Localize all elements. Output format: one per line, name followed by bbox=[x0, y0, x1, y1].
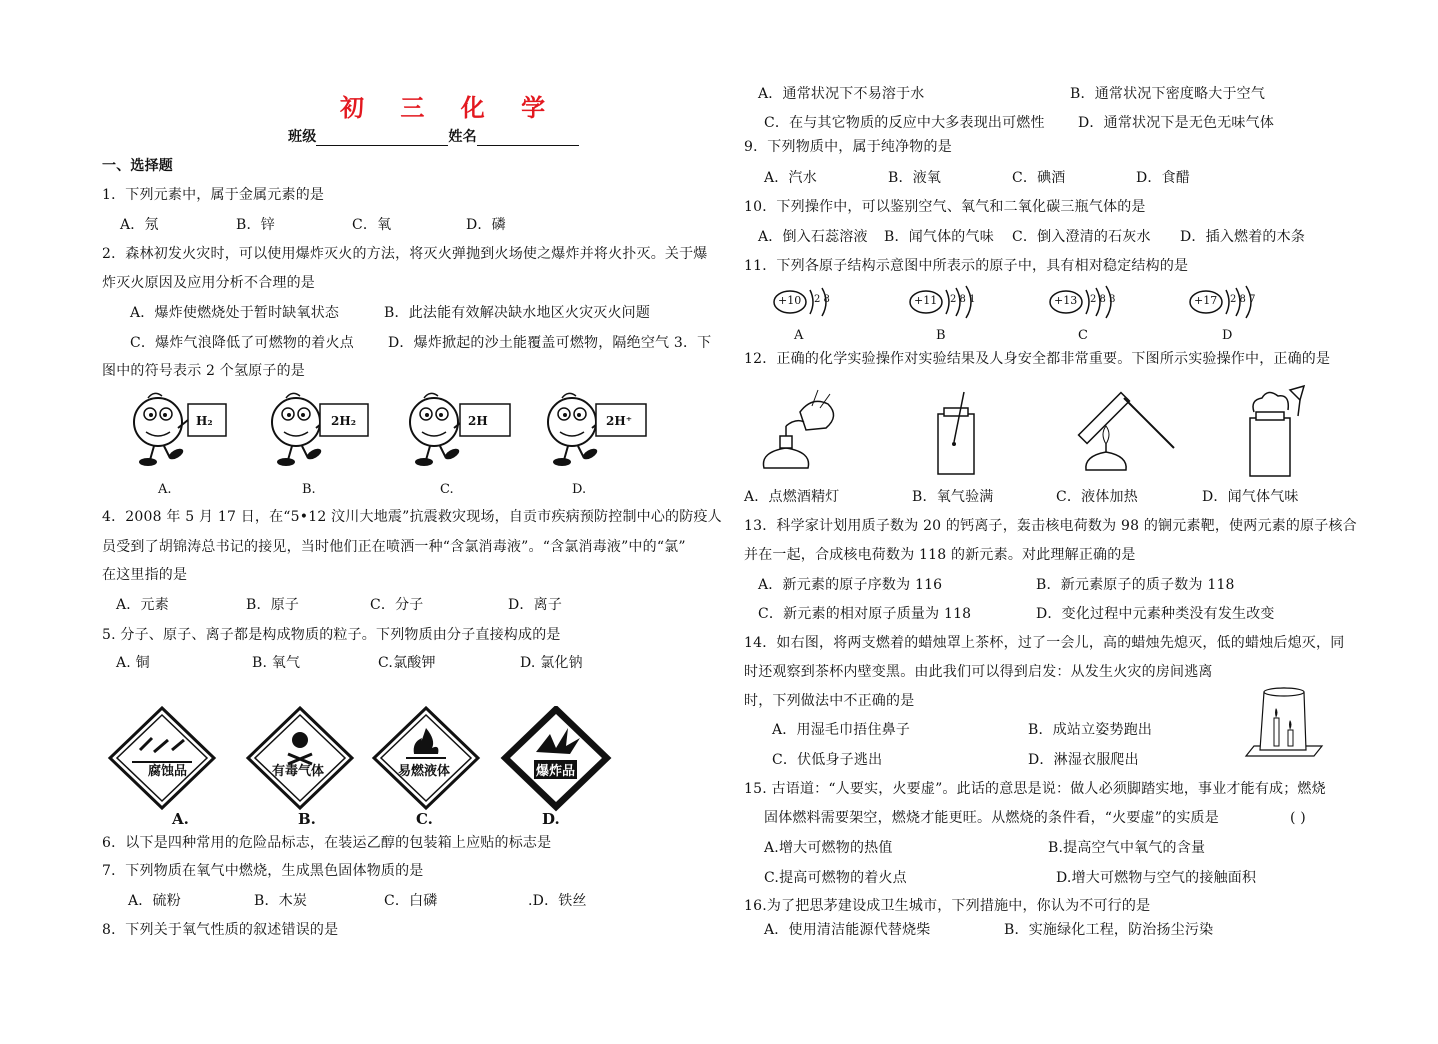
q14-option-c: C．伏低身子逃出 bbox=[772, 752, 883, 768]
q8-stem: 8．下列关于氧气性质的叙述错误的是 bbox=[102, 922, 339, 938]
q5-option-b: B. 氧气 bbox=[252, 655, 301, 671]
q16-option-a: A．使用清洁能源代替烧柴 bbox=[764, 922, 931, 938]
q13-option-c: C．新元素的相对原子质量为 118 bbox=[758, 606, 972, 622]
q2-stem-1: 2．森林初发火灾时，可以使用爆炸灭火的方法，将灭火弹抛到火场使之爆炸并将火扑灭。关于爆 bbox=[102, 246, 708, 262]
q3-box-a: H₂ bbox=[196, 414, 213, 428]
q4-option-b: B．原子 bbox=[246, 597, 300, 613]
q10-option-c: C．倒入澄清的石灰水 bbox=[1012, 229, 1151, 245]
q9-option-b: B．液氧 bbox=[888, 170, 942, 186]
class-label: 班级 bbox=[288, 129, 317, 145]
q1-option-d: D．磷 bbox=[466, 217, 506, 233]
q10-option-b: B．闻气体的气味 bbox=[884, 229, 994, 245]
q11-shells-c: 2 8 3 bbox=[1090, 294, 1116, 305]
hazard-letter-c: C. bbox=[416, 810, 433, 828]
hazard-letter-b: B. bbox=[298, 810, 316, 828]
q4-stem-3: 在这里指的是 bbox=[102, 567, 188, 583]
hazard-sign-toxic-gas bbox=[248, 708, 352, 808]
q3-figure-b bbox=[272, 393, 368, 466]
q11-label-b: B bbox=[936, 328, 946, 343]
q8-option-c: C．在与其它物质的反应中大多表现出可燃性 bbox=[764, 115, 1045, 131]
q5-option-c: C.氯酸钾 bbox=[378, 655, 436, 671]
hazard-signs bbox=[106, 706, 616, 812]
q9-option-c: C．碘酒 bbox=[1012, 170, 1066, 186]
q14-option-a: A．用湿毛巾捂住鼻子 bbox=[772, 722, 911, 738]
q11-nucleus-c: +13 bbox=[1054, 294, 1078, 307]
q11-nucleus-d: +17 bbox=[1194, 294, 1218, 307]
q14-candle-figure bbox=[1244, 684, 1324, 764]
q12-stem: 12．正确的化学实验操作对实验结果及人身安全都非常重要。下图所示实验操作中，正确的是 bbox=[744, 351, 1331, 367]
q11-shells-d: 2 8 7 bbox=[1230, 294, 1256, 305]
q11-shells-b: 2 8 1 bbox=[950, 294, 976, 305]
q10-stem: 10．下列操作中，可以鉴别空气、氧气和二氧化碳三瓶气体的是 bbox=[744, 199, 1146, 215]
q10-option-d: D．插入燃着的木条 bbox=[1180, 229, 1306, 245]
q12-option-c: C．液体加热 bbox=[1056, 489, 1138, 505]
q2-option-c: C．爆炸气浪降低了可燃物的着火点 bbox=[130, 335, 354, 351]
q15-option-c: C.提高可燃物的着火点 bbox=[764, 870, 907, 886]
q1-option-c: C．氧 bbox=[352, 217, 392, 233]
q14-stem-2: 时还观察到茶杯内壁变黑。由此我们可以得到启发：从发生火灾的房间逃离 bbox=[744, 664, 1213, 680]
section-heading: 一、选择题 bbox=[102, 158, 173, 174]
q3-label-b: B. bbox=[302, 482, 316, 497]
q11-stem: 11．下列各原子结构示意图中所表示的原子中，具有相对稳定结构的是 bbox=[744, 258, 1189, 274]
q4-option-d: D．离子 bbox=[508, 597, 563, 613]
q16-option-b: B．实施绿化工程，防治扬尘污染 bbox=[1004, 922, 1214, 938]
q12-option-a: A．点燃酒精灯 bbox=[744, 489, 840, 505]
hazard-sign-explosive bbox=[502, 706, 610, 810]
q15-option-d: D.增大可燃物与空气的接触面积 bbox=[1056, 870, 1257, 886]
hazard-label-corrosive: 腐蚀品 bbox=[148, 764, 188, 779]
q8-option-a: A．通常状况下不易溶于水 bbox=[758, 86, 925, 102]
q3-label-d: D. bbox=[572, 482, 587, 497]
name-label: 姓名 bbox=[448, 129, 477, 145]
q15-option-b: B.提高空气中氧气的含量 bbox=[1048, 840, 1206, 856]
q3-figure-a bbox=[134, 393, 226, 466]
q3-figure-c bbox=[410, 393, 510, 466]
q8-option-d: D．通常状况下是无色无味气体 bbox=[1078, 115, 1275, 131]
hazard-sign-corrosive bbox=[110, 708, 214, 808]
hazard-label-flammable-liquid: 易燃液体 bbox=[398, 764, 451, 779]
q9-option-d: D．食醋 bbox=[1136, 170, 1191, 186]
q14-option-b: B．成站立姿势跑出 bbox=[1028, 722, 1153, 738]
q5-stem: 5. 分子、原子、离子都是构成物质的粒子。下列物质由分子直接构成的是 bbox=[102, 627, 561, 643]
q15-stem-1: 15. 古语道：“人要实，火要虚”。此话的意思是说：做人必须脚踏实地，事业才能有成；燃烧 bbox=[744, 781, 1326, 797]
q12-lab-images bbox=[756, 382, 1336, 482]
q15-answer-paren[interactable]: ( ) bbox=[1290, 810, 1306, 826]
q1-option-b: B．锌 bbox=[236, 217, 275, 233]
q10-option-a: A．倒入石蕊溶液 bbox=[758, 229, 868, 245]
q7-option-c: C．白磷 bbox=[384, 893, 438, 909]
hazard-letter-a: A. bbox=[172, 810, 189, 828]
q1-stem: 1．下列元素中，属于金属元素的是 bbox=[102, 187, 325, 203]
q11-nucleus-a: +10 bbox=[778, 294, 802, 307]
hazard-letter-d: D. bbox=[542, 810, 560, 828]
q7-option-d: .D．铁丝 bbox=[528, 893, 587, 909]
q2-option-d: D．爆炸掀起的沙土能覆盖可燃物，隔绝空气 3．下 bbox=[388, 335, 712, 351]
q11-label-c: C bbox=[1078, 328, 1088, 343]
q4-option-c: C．分子 bbox=[370, 597, 424, 613]
q2-option-a: A．爆炸使燃烧处于暂时缺氧状态 bbox=[130, 305, 340, 321]
q11-label-d: D bbox=[1222, 328, 1233, 343]
q12-image-alcohol-lamp bbox=[763, 390, 833, 468]
class-blank[interactable] bbox=[316, 131, 448, 146]
q8-option-b: B．通常状况下密度略大于空气 bbox=[1070, 86, 1266, 102]
q12-image-oxygen-test bbox=[938, 392, 974, 474]
q3-box-b: 2H₂ bbox=[331, 414, 356, 428]
q14-stem-1: 14．如右图，将两支燃着的蜡烛罩上茶杯，过了一会儿，高的蜡烛先熄灭，低的蜡烛后熄灭，同 bbox=[744, 635, 1345, 651]
q5-option-d: D. 氯化钠 bbox=[520, 655, 583, 671]
q4-option-a: A．元素 bbox=[116, 597, 169, 613]
q16-stem: 16.为了把思茅建设成卫生城市，下列措施中，你认为不可行的是 bbox=[744, 898, 1151, 914]
q12-image-liquid-heating bbox=[1079, 393, 1174, 470]
q6-stem: 6．以下是四种常用的危险品标志，在装运乙醇的包装箱上应贴的标志是 bbox=[102, 835, 552, 851]
q7-option-a: A．硫粉 bbox=[128, 893, 181, 909]
q2-stem-2: 炸灭火原因及应用分析不合理的是 bbox=[102, 275, 315, 291]
q4-stem-2: 员受到了胡锦涛总书记的接见，当时他们正在喷洒一种“含氯消毒液”。“含氯消毒液”中的“氯” bbox=[102, 539, 686, 555]
name-blank[interactable] bbox=[477, 131, 579, 146]
q4-stem-1: 4．2008 年 5 月 17 日，在“5•12 汶川大地震”抗震救灾现场，自贡市疾病预防控制中心的防疫人 bbox=[102, 509, 722, 525]
q13-option-d: D．变化过程中元素种类没有发生改变 bbox=[1036, 606, 1275, 622]
q14-stem-3: 时，下列做法中不正确的是 bbox=[744, 693, 915, 709]
hazard-label-toxic-gas: 有毒气体 bbox=[272, 764, 325, 779]
q13-option-a: A．新元素的原子序数为 116 bbox=[758, 577, 943, 593]
q3-label-c: C. bbox=[440, 482, 454, 497]
q5-option-a: A. 铜 bbox=[116, 655, 150, 671]
header-line bbox=[288, 128, 579, 146]
q3-box-d: 2H⁺ bbox=[606, 414, 633, 428]
q7-stem: 7．下列物质在氧气中燃烧，生成黑色固体物质的是 bbox=[102, 863, 424, 879]
q3-label-a: A. bbox=[158, 482, 172, 497]
q3-stem: 图中的符号表示 2 个氢原子的是 bbox=[102, 363, 306, 379]
q11-nucleus-b: +11 bbox=[914, 294, 938, 307]
q12-option-b: B．氧气验满 bbox=[912, 489, 994, 505]
q13-stem-1: 13．科学家计划用质子数为 20 的钙离子，轰击核电荷数为 98 的锎元素靶，使两元素的原子核合 bbox=[744, 518, 1357, 534]
q14-option-d: D．淋湿衣服爬出 bbox=[1028, 752, 1139, 768]
q11-atom-diagrams bbox=[770, 282, 1270, 346]
page-title: 初 三 化 学 bbox=[340, 93, 560, 122]
q3-figure-d bbox=[548, 393, 646, 466]
q12-option-d: D．闻气体气味 bbox=[1202, 489, 1299, 505]
q15-option-a: A.增大可燃物的热值 bbox=[764, 840, 893, 856]
q12-image-smell-gas bbox=[1250, 386, 1304, 476]
q9-stem: 9．下列物质中，属于纯净物的是 bbox=[744, 139, 952, 155]
q13-option-b: B．新元素原子的质子数为 118 bbox=[1036, 577, 1235, 593]
q9-option-a: A．汽水 bbox=[764, 170, 817, 186]
q11-shells-a: 2 8 bbox=[814, 294, 830, 305]
hazard-label-explosive: 爆炸品 bbox=[534, 760, 577, 779]
q11-label-a: A bbox=[794, 328, 804, 343]
q7-option-b: B．木炭 bbox=[254, 893, 308, 909]
q15-stem-2: 固体燃料需要架空，燃烧才能更旺。从燃烧的条件看，“火要虚”的实质是 bbox=[764, 810, 1219, 826]
q3-box-c: 2H bbox=[468, 414, 488, 428]
q2-option-b: B．此法能有效解决缺水地区火灾灭火问题 bbox=[384, 305, 651, 321]
q13-stem-2: 并在一起，合成核电荷数为 118 的新元素。对此理解正确的是 bbox=[744, 547, 1136, 563]
q1-option-a: A．氖 bbox=[120, 217, 159, 233]
hazard-sign-flammable-liquid bbox=[374, 708, 478, 808]
